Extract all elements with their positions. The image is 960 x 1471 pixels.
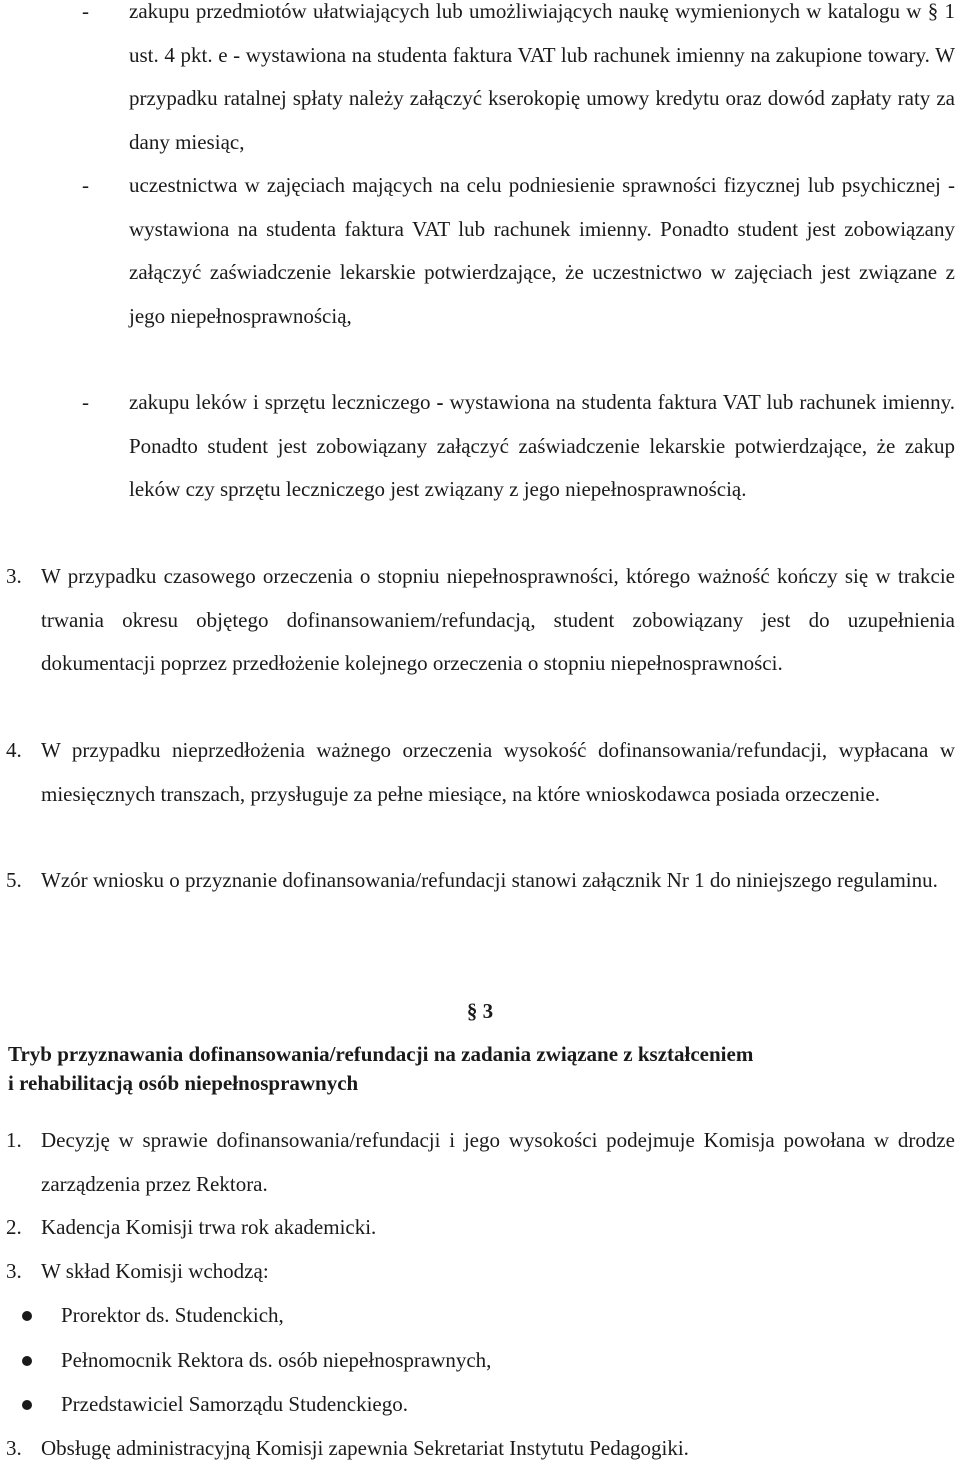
member-list-item: Prorektor ds. Studenckich, bbox=[61, 1303, 284, 1327]
dash-marker: - bbox=[82, 173, 89, 197]
item-number: 3. bbox=[6, 1259, 22, 1283]
dash-item-text-end: wystawiona na studenta faktura VAT lub rachunek imienny. Ponadto student jest zobowiązany załączyć zaświadczenie lekarskie potwierdzające, że zakup leków czy sprzętu leczniczego jest związany z jego niepełnosprawnością. bbox=[129, 390, 955, 501]
dash-marker: - bbox=[82, 390, 89, 414]
numbered-item-administration: Obsługę administracyjną Komisji zapewnia Sekretariat Instytutu Pedagogiki. bbox=[41, 1436, 689, 1460]
dash-item-fitness-classes: uczestnictwa w zajęciach mających na celu podniesienie sprawności fizycznej lub psychicznej - wystawiona na studenta faktura VAT lub rachunek imienny. Ponadto student jest zobowiązany załączyć zaświadczenie lekarskie potwierdzające, że uczestnictwo w zajęciach jest związane z jego niepełnosprawnością, bbox=[129, 173, 955, 328]
numbered-item-no-certificate: W przypadku nieprzedłożenia ważnego orzeczenia wysokość dofinansowania/refundacji, wypłacana w miesięcznych transzach, przysługuje za pełne miesiące, na które wnioskodawca posiada orzeczenie. bbox=[41, 738, 955, 806]
section-title bbox=[8, 1040, 948, 1098]
numbered-item-commission-decision: Decyzję w sprawie dofinansowania/refundacji i jego wysokości podejmuje Komisja powołana w drodze zarządzenia przez Rektora. bbox=[41, 1128, 955, 1196]
numbered-item-commission-members: W skład Komisji wchodzą: bbox=[41, 1259, 269, 1283]
numbered-item-application-form: Wzór wniosku o przyznanie dofinansowania/refundacji stanowi załącznik Nr 1 do niniejszego regulaminu. bbox=[41, 868, 938, 892]
dash-marker: - bbox=[82, 0, 89, 23]
item-number: 3. bbox=[6, 1436, 22, 1460]
item-number: 3. bbox=[6, 564, 22, 588]
section-title-line-2: i rehabilitacją osób niepełnosprawnych bbox=[8, 1071, 359, 1095]
numbered-item-temporary-certificate: W przypadku czasowego orzeczenia o stopniu niepełnosprawności, którego ważność kończy się w trakcie trwania okresu objętego dofinansowaniem/refundacją, student zobowiązany jest do uzupełnienia dokumentacji poprzez przedłożenie kolejnego orzeczenia o stopniu niepełnosprawności. bbox=[41, 564, 955, 675]
section-title-line-1: Tryb przyznawania dofinansowania/refundacji na zadania związane z kształceniem bbox=[8, 1042, 754, 1066]
dash-item-bold-dash: - bbox=[436, 390, 444, 414]
dash-item-medicines bbox=[129, 381, 955, 512]
numbered-item-commission-term: Kadencja Komisji trwa rok akademicki. bbox=[41, 1215, 377, 1239]
bullet-icon bbox=[22, 1311, 32, 1321]
item-number: 5. bbox=[6, 868, 22, 892]
item-number: 1. bbox=[6, 1128, 22, 1152]
section-mark: § 3 bbox=[466, 999, 494, 1023]
dash-item-purchase-aids: zakupu przedmiotów ułatwiających lub umożliwiających naukę wymienionych w katalogu w § 1 ust. 4 pkt. e - wystawiona na studenta faktura VAT lub rachunek imienny na zakupione towary. W przypadku ratalnej spłaty należy załączyć kserokopię umowy kredytu oraz dowód zapłaty raty za dany miesiąc, bbox=[129, 0, 955, 154]
item-number: 4. bbox=[6, 738, 22, 762]
member-list-item: Pełnomocnik Rektora ds. osób niepełnosprawnych, bbox=[61, 1348, 492, 1372]
bullet-icon bbox=[22, 1356, 32, 1366]
dash-item-text-start: zakupu leków i sprzętu leczniczego bbox=[129, 390, 437, 414]
item-number: 2. bbox=[6, 1215, 22, 1239]
bullet-icon bbox=[22, 1400, 32, 1410]
member-list-item: Przedstawiciel Samorządu Studenckiego. bbox=[61, 1392, 408, 1416]
